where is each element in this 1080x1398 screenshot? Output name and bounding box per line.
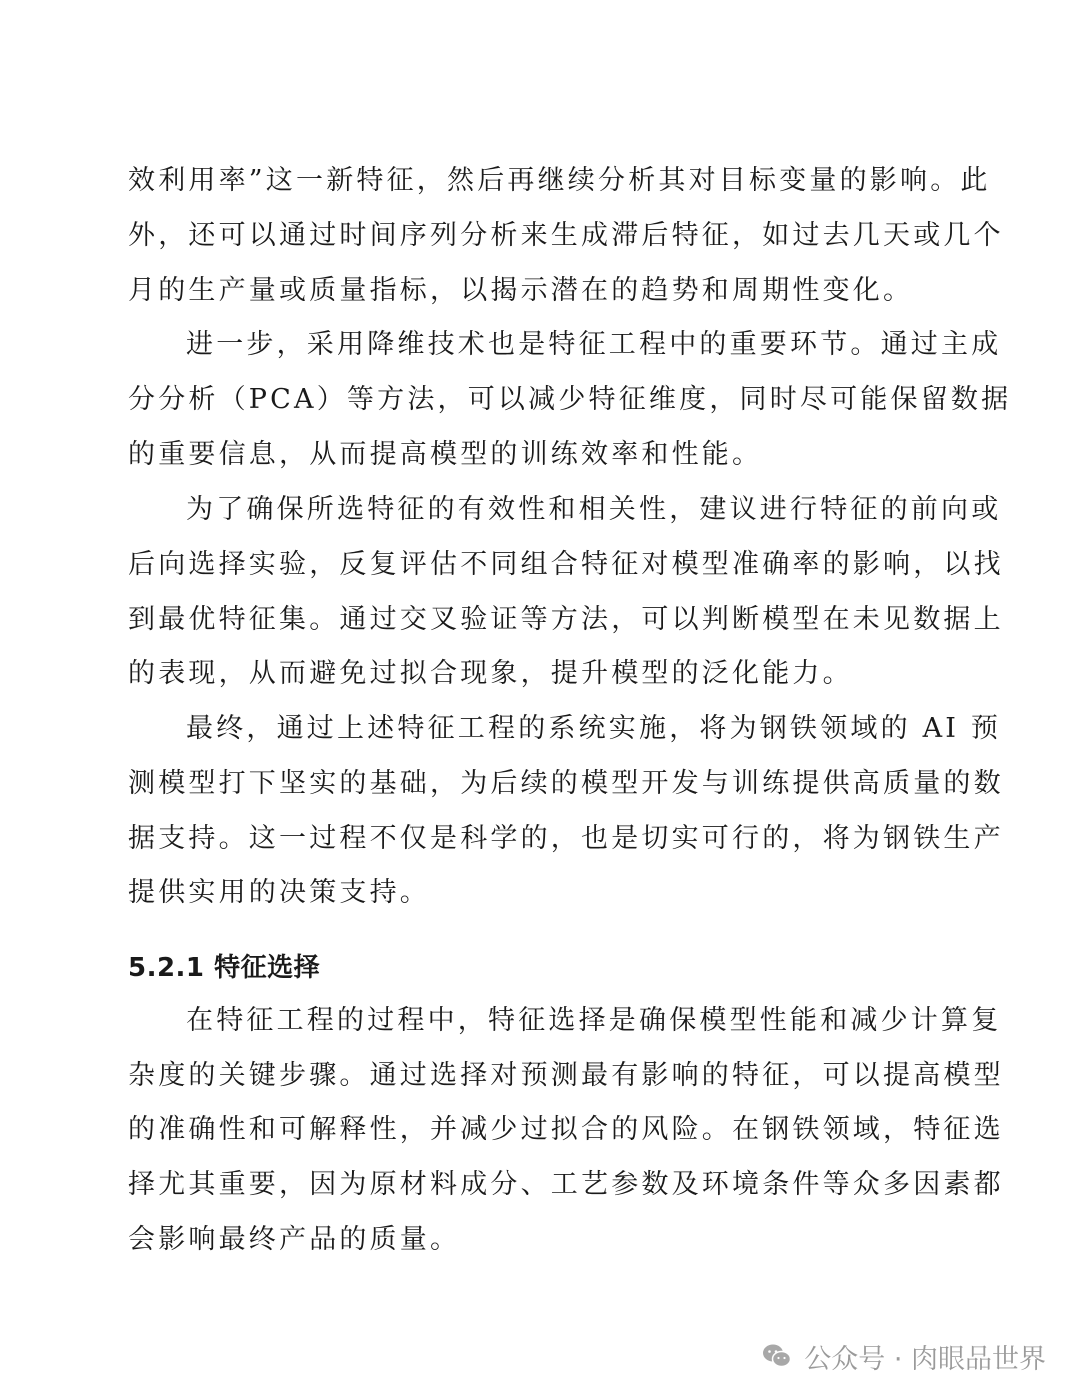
paragraph-line: 月的生产量或质量指标，以揭示潜在的趋势和周期性变化。 [128, 275, 914, 306]
paragraph-line: 进一步，采用降维技术也是特征工程中的重要环节。通过主成 [186, 329, 1002, 360]
paragraph-line: 为了确保所选特征的有效性和相关性，建议进行特征的前向或 [186, 494, 1002, 525]
wechat-icon [762, 1343, 792, 1369]
paragraph-line: 后向选择实验，反复评估不同组合特征对模型准确率的影响，以找 [128, 549, 1004, 580]
paragraph-line: 到最优特征集。通过交叉验证等方法，可以判断模型在未见数据上 [128, 604, 1004, 635]
paragraph-line: 在特征工程的过程中，特征选择是确保模型性能和减少计算复 [186, 1005, 1002, 1036]
paragraph-line: 最终，通过上述特征工程的系统实施，将为钢铁领域的 AI 预 [186, 713, 1002, 744]
paragraph-line: 据支持。这一过程不仅是科学的，也是切实可行的，将为钢铁生产 [128, 823, 1004, 854]
paragraph-line: 会影响最终产品的质量。 [128, 1224, 461, 1255]
paragraph-line: 的表现，从而避免过拟合现象，提升模型的泛化能力。 [128, 658, 853, 689]
paragraph-line: 测模型打下坚实的基础，为后续的模型开发与训练提供高质量的数 [128, 768, 1004, 799]
paragraph-line: 提供实用的决策支持。 [128, 877, 430, 908]
paragraph-line: 择尤其重要，因为原材料成分、工艺参数及环境条件等众多因素都 [128, 1169, 1004, 1200]
paragraph-line: 的准确性和可解释性，并减少过拟合的风险。在钢铁领域，特征选 [128, 1114, 1004, 1145]
paragraph-line: 杂度的关键步骤。通过选择对预测最有影响的特征，可以提高模型 [128, 1060, 1004, 1091]
section-heading: 5.2.1 特征选择 [128, 953, 321, 983]
paragraph-line: 分分析（PCA）等方法，可以减少特征维度，同时尽可能保留数据 [128, 384, 1012, 415]
paragraph-line: 外，还可以通过时间序列分析来生成滞后特征，如过去几天或几个 [128, 220, 1004, 251]
watermark-text: 公众号 · 肉眼品世界 [804, 1343, 1046, 1375]
wechat-watermark [762, 1336, 1046, 1376]
paragraph-line: 效利用率”这一新特征，然后再继续分析其对目标变量的影响。此 [128, 165, 991, 196]
paragraph-line: 的重要信息，从而提高模型的训练效率和性能。 [128, 439, 763, 470]
